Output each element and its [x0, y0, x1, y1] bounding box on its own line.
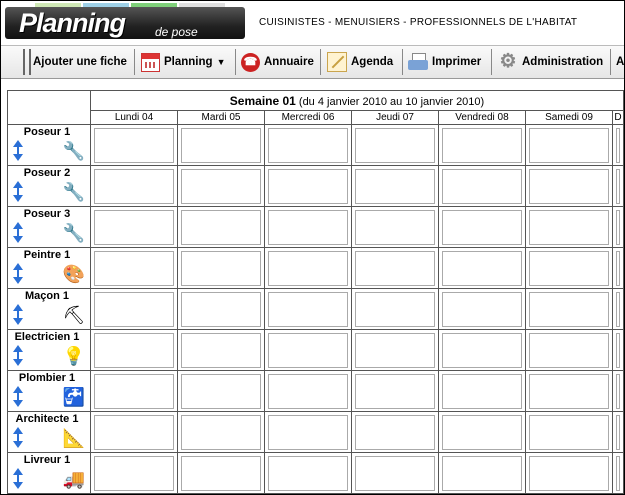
- schedule-slot[interactable]: [526, 248, 613, 289]
- faucet-icon: 🚰: [62, 387, 86, 407]
- planning-menu-button[interactable]: [141, 49, 225, 75]
- slot-box: [181, 128, 261, 163]
- slot-box: [442, 333, 522, 368]
- day-header: Mardi 05: [178, 111, 265, 125]
- slot-box: [94, 374, 174, 409]
- schedule-slot[interactable]: [439, 207, 526, 248]
- schedule-slot[interactable]: [613, 371, 624, 412]
- header: [1, 1, 624, 45]
- toolbar-overflow-item[interactable]: [616, 49, 624, 75]
- schedule-slot[interactable]: [352, 166, 439, 207]
- schedule-slot[interactable]: [526, 289, 613, 330]
- toolbar: [1, 45, 624, 79]
- slot-box: [181, 456, 261, 491]
- resource-row: [8, 371, 624, 412]
- resource-cell: [8, 248, 91, 289]
- chevron-down-icon: ▼: [216, 57, 226, 67]
- resource-name: Poseur 2: [23, 167, 71, 179]
- agenda-icon: [327, 52, 347, 72]
- schedule-slot[interactable]: [526, 330, 613, 371]
- slot-box: [268, 292, 348, 327]
- schedule-slot[interactable]: [526, 207, 613, 248]
- gears-icon: ⚙: [499, 51, 517, 72]
- resource-cell: [8, 289, 91, 330]
- schedule-slot[interactable]: [178, 453, 265, 494]
- grid-corner-cell: [8, 91, 91, 125]
- schedule-slot[interactable]: [265, 166, 352, 207]
- day-header: Vendredi 08: [439, 111, 526, 125]
- slot-box: [355, 251, 435, 286]
- print-button[interactable]: [408, 49, 481, 75]
- schedule-slot[interactable]: [439, 125, 526, 166]
- resource-name: Livreur 1: [23, 454, 71, 466]
- directory-button[interactable]: [241, 49, 314, 75]
- resource-name: Architecte 1: [15, 413, 79, 425]
- wheelbarrow-icon: ⛏: [62, 305, 86, 325]
- slot-box: [442, 415, 522, 450]
- slot-box: [181, 333, 261, 368]
- schedule-slot[interactable]: [352, 453, 439, 494]
- slot-box: [94, 251, 174, 286]
- schedule-slot[interactable]: [265, 125, 352, 166]
- resource-row: [8, 166, 624, 207]
- slot-box: [355, 292, 435, 327]
- compass-icon: 📐: [62, 428, 86, 448]
- resource-cell: [8, 453, 91, 494]
- schedule-slot[interactable]: [613, 330, 624, 371]
- slot-box: [529, 415, 609, 450]
- slot-box: [616, 456, 620, 491]
- tools-icon: 🔧: [62, 141, 86, 161]
- schedule-slot[interactable]: [439, 330, 526, 371]
- slot-box: [268, 251, 348, 286]
- slot-box: [355, 374, 435, 409]
- schedule-slot[interactable]: [526, 166, 613, 207]
- directory-label: Annuaire: [264, 56, 314, 68]
- schedule-slot[interactable]: [91, 453, 178, 494]
- schedule-slot[interactable]: [526, 453, 613, 494]
- slot-box: [442, 169, 522, 204]
- calendar-icon: [141, 53, 160, 72]
- resource-cell: [8, 371, 91, 412]
- schedule-slot[interactable]: [613, 125, 624, 166]
- slot-box: [355, 210, 435, 245]
- slot-box: [616, 415, 620, 450]
- slot-box: [355, 456, 435, 491]
- slot-box: [94, 210, 174, 245]
- slot-box: [529, 169, 609, 204]
- logo-subtitle: de pose: [155, 25, 198, 39]
- slot-box: [268, 169, 348, 204]
- slot-box: [94, 415, 174, 450]
- resource-name: Maçon 1: [24, 290, 69, 302]
- slot-box: [529, 292, 609, 327]
- resource-cell: [8, 330, 91, 371]
- resource-row: [8, 289, 624, 330]
- resource-cell: [8, 125, 91, 166]
- schedule-slot[interactable]: [526, 371, 613, 412]
- resource-name: Electricien 1: [14, 331, 80, 343]
- tagline: CUISINISTES - MENUISIERS - PROFESSIONNELS DE L'HABITAT: [259, 17, 578, 28]
- schedule-slot[interactable]: [613, 453, 624, 494]
- slot-box: [529, 374, 609, 409]
- lightbulb-icon: 💡: [62, 346, 86, 366]
- slot-box: [529, 128, 609, 163]
- slot-box: [268, 128, 348, 163]
- administration-button[interactable]: [498, 49, 603, 75]
- palette-icon: 🎨: [62, 264, 86, 284]
- slot-box: [94, 333, 174, 368]
- slot-box: [181, 169, 261, 204]
- schedule-slot[interactable]: [265, 330, 352, 371]
- slot-box: [442, 456, 522, 491]
- slot-box: [616, 128, 620, 163]
- schedule-slot[interactable]: [91, 166, 178, 207]
- slot-box: [94, 292, 174, 327]
- slot-box: [181, 210, 261, 245]
- planning-label: Planning: [164, 56, 213, 68]
- schedule-slot[interactable]: [439, 371, 526, 412]
- week-header: [91, 91, 624, 111]
- schedule-slot[interactable]: [178, 166, 265, 207]
- schedule-slot[interactable]: [91, 330, 178, 371]
- slot-box: [442, 292, 522, 327]
- resource-row: [8, 453, 624, 494]
- logo: [5, 3, 247, 43]
- slot-box: [442, 128, 522, 163]
- resource-row: [8, 207, 624, 248]
- schedule-slot[interactable]: [265, 289, 352, 330]
- resource-name: Plombier 1: [18, 372, 76, 384]
- print-label: Imprimer: [432, 56, 482, 68]
- schedule-slot[interactable]: [265, 453, 352, 494]
- schedule-slot[interactable]: [265, 248, 352, 289]
- slot-box: [268, 415, 348, 450]
- schedule-slot[interactable]: [352, 125, 439, 166]
- tools-icon: 🔧: [62, 182, 86, 202]
- overflow-label: A: [616, 56, 625, 68]
- slot-box: [355, 415, 435, 450]
- schedule-slot[interactable]: [178, 207, 265, 248]
- week-title: Semaine 01: [229, 93, 296, 108]
- slot-box: [529, 251, 609, 286]
- slot-box: [181, 374, 261, 409]
- add-record-button[interactable]: [33, 49, 127, 75]
- resource-cell: [8, 412, 91, 453]
- add-record-label: Ajouter une fiche: [33, 56, 127, 68]
- schedule-slot[interactable]: [439, 453, 526, 494]
- printer-icon: [408, 53, 428, 71]
- schedule-slot[interactable]: [91, 412, 178, 453]
- schedule-slot[interactable]: [352, 289, 439, 330]
- schedule-slot[interactable]: [439, 289, 526, 330]
- day-header: Samedi 09: [526, 111, 613, 125]
- slot-box: [616, 333, 620, 368]
- schedule-slot[interactable]: [613, 289, 624, 330]
- slot-box: [529, 456, 609, 491]
- schedule-slot[interactable]: [613, 207, 624, 248]
- schedule-slot[interactable]: [178, 289, 265, 330]
- slot-box: [94, 128, 174, 163]
- slot-box: [181, 251, 261, 286]
- schedule-slot[interactable]: [439, 248, 526, 289]
- schedule-slot[interactable]: [352, 371, 439, 412]
- schedule-slot[interactable]: [178, 248, 265, 289]
- resource-cell: [8, 207, 91, 248]
- schedule-slot[interactable]: [526, 412, 613, 453]
- schedule-slot[interactable]: [352, 207, 439, 248]
- day-header: Mercredi 06: [265, 111, 352, 125]
- resource-name: Peintre 1: [23, 249, 71, 261]
- logo-title: Planning: [19, 8, 125, 38]
- schedule-slot[interactable]: [352, 248, 439, 289]
- resource-name: Poseur 3: [23, 208, 71, 220]
- agenda-button[interactable]: [327, 49, 393, 75]
- schedule-slot[interactable]: [613, 412, 624, 453]
- resource-row: [8, 412, 624, 453]
- schedule-slot[interactable]: [613, 248, 624, 289]
- schedule-slot[interactable]: [265, 207, 352, 248]
- schedule-slot[interactable]: [91, 248, 178, 289]
- resource-row: [8, 125, 624, 166]
- schedule-slot[interactable]: [178, 412, 265, 453]
- schedule-slot[interactable]: [91, 207, 178, 248]
- schedule-slot[interactable]: [178, 330, 265, 371]
- slot-box: [268, 456, 348, 491]
- slot-box: [616, 169, 620, 204]
- schedule-slot[interactable]: [265, 412, 352, 453]
- slot-box: [529, 333, 609, 368]
- schedule-slot[interactable]: [439, 412, 526, 453]
- planning-grid: [7, 90, 624, 494]
- administration-label: Administration: [522, 56, 604, 68]
- schedule-slot[interactable]: [613, 166, 624, 207]
- slot-box: [94, 456, 174, 491]
- resource-cell: [8, 166, 91, 207]
- slot-box: [616, 374, 620, 409]
- slot-box: [268, 374, 348, 409]
- slot-box: [94, 169, 174, 204]
- slot-box: [616, 210, 620, 245]
- slot-box: [181, 292, 261, 327]
- schedule-slot[interactable]: [91, 289, 178, 330]
- slot-box: [355, 128, 435, 163]
- slot-box: [616, 292, 620, 327]
- schedule-slot[interactable]: [439, 166, 526, 207]
- agenda-label: Agenda: [351, 56, 394, 68]
- slot-box: [355, 169, 435, 204]
- resource-name: Poseur 1: [23, 126, 71, 138]
- slot-box: [529, 210, 609, 245]
- schedule-slot[interactable]: [352, 412, 439, 453]
- slot-box: [268, 333, 348, 368]
- slot-box: [616, 251, 620, 286]
- slot-box: [442, 374, 522, 409]
- resource-row: [8, 330, 624, 371]
- day-header: D: [614, 112, 622, 123]
- slot-box: [268, 210, 348, 245]
- slot-box: [442, 251, 522, 286]
- schedule-slot[interactable]: [178, 125, 265, 166]
- slot-box: [442, 210, 522, 245]
- day-header: Lundi 04: [91, 111, 178, 125]
- schedule-slot[interactable]: [352, 330, 439, 371]
- truck-icon: 🚚: [62, 469, 86, 489]
- schedule-slot[interactable]: [526, 125, 613, 166]
- phonebook-icon: ☎: [241, 53, 260, 72]
- schedule-slot[interactable]: [91, 125, 178, 166]
- schedule-slot[interactable]: [91, 371, 178, 412]
- schedule-slot[interactable]: [178, 371, 265, 412]
- tools-icon: 🔧: [62, 223, 86, 243]
- toolbar-grip[interactable]: [23, 49, 31, 75]
- schedule-slot[interactable]: [265, 371, 352, 412]
- week-range: (du 4 janvier 2010 au 10 janvier 2010): [298, 95, 485, 108]
- day-header: Jeudi 07: [352, 111, 439, 125]
- slot-box: [355, 333, 435, 368]
- resource-row: [8, 248, 624, 289]
- slot-box: [181, 415, 261, 450]
